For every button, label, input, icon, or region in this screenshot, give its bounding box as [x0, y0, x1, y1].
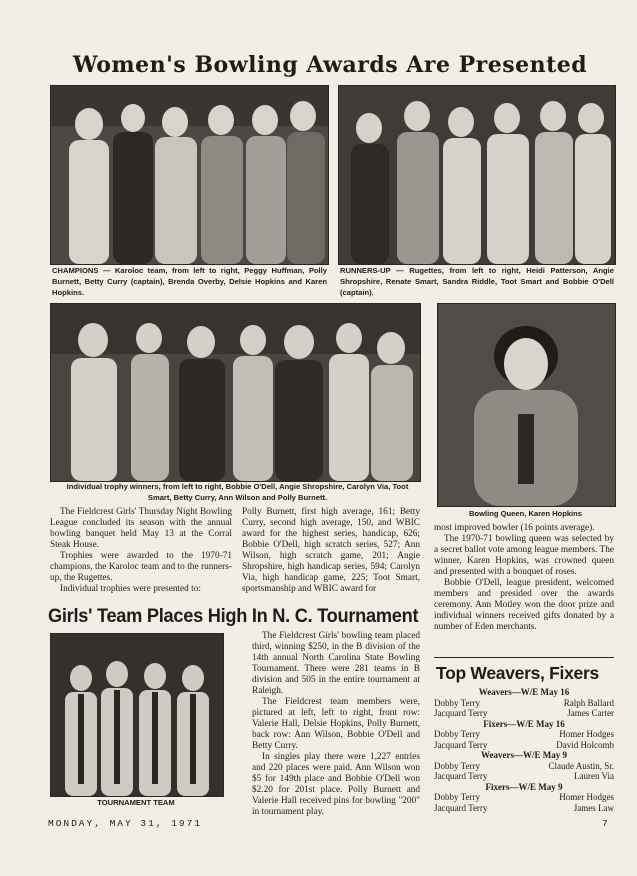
article1-paragraph: The Fieldcrest Girls' Thursday Night Bowling League concluded its season with the annual bowling banquet held May 13 at the Corral Steak House. — [50, 507, 232, 550]
individual-winners-photo — [50, 303, 421, 482]
schedule-group — [434, 719, 614, 751]
article2-paragraph: In singles play there were 1,227 entries and 220 places were paid. Ann Wilson won $5 for 149th place and Bobbie O'Dell won $2.20 for 201st place. Polly Burnett and Valerie Hall received pins for bowling "200" in tournament play. — [252, 752, 420, 817]
schedule-group — [434, 782, 614, 814]
article1-column-1 — [50, 507, 232, 595]
runners-up-caption: RUNNERS-UP — Rugettes, from left to right, Heidi Patterson, Angie Shropshire, Renate Smart, Sandra Riddle, Toot Smart and Bobbie O'Dell (captain). — [340, 266, 614, 297]
article1-paragraph: Bobbie O'Dell, league president, welcomed members and presided over the awards ceremony. Ann Motley won the door prize and individual winners received gifts donated by a number of Eden merchants. — [434, 578, 614, 632]
article1-paragraph: The 1970-71 bowling queen was selected by a secret ballot vote among league members. The winner, Karen Hopkins, was crowned queen and presented with a bouquet of roses. — [434, 534, 614, 577]
page-number: 7 — [602, 818, 608, 829]
schedule-row: Dobby Terry Homer Hodges — [434, 729, 614, 739]
schedule-row: Dobby Terry Homer Hodges — [434, 792, 614, 802]
tournament-caption: TOURNAMENT TEAM — [97, 798, 175, 807]
article2-paragraph: The Fieldcrest Girls' bowling team placed third, winning $250, in the B division of the 14th annual North Carolina State Bowling Tournament. There were 281 teams in B division and 505 in the entire tournament at Raleigh. — [252, 631, 420, 696]
article2-paragraph: The Fieldcrest team members were, pictured at left, left to right, front row: Valerie Hall, Delsie Hopkins, Polly Burnett, back row: Ann Wilson, Bobbie O'Dell and Betty Curry. — [252, 697, 420, 751]
weavers-list — [434, 687, 614, 813]
schedule-group — [434, 750, 614, 782]
schedule-group-title: Fixers—W/E May 9 — [485, 781, 563, 792]
article1-column-3 — [434, 523, 614, 633]
weavers-headline: Top Weavers, Fixers — [436, 663, 599, 683]
champions-photo — [50, 85, 329, 265]
queen-caption: Bowling Queen, Karen Hopkins — [468, 509, 583, 518]
runners-up-photo — [338, 85, 616, 265]
champions-caption: CHAMPIONS — Karoloc team, from left to right, Peggy Huffman, Polly Burnett, Betty Curry (captain), Brenda Overby, Delsie Hopkins and Karen Hopkins. — [52, 266, 327, 297]
page-headline: Women's Bowling Awards Are Presented — [72, 52, 588, 78]
bowling-queen-photo — [437, 303, 616, 507]
schedule-row: Jacquard Terry Lauren Via — [434, 771, 614, 781]
schedule-group-title: Weavers—W/E May 16 — [478, 687, 570, 697]
weavers-top-rule — [434, 657, 614, 658]
individual-caption: Individual trophy winners, from left to right, Bobbie O'Dell, Angie Shropshire, Carolyn Via, Toot Smart, Betty Curry, Ann Wilson and Polly Burnett. — [66, 482, 409, 502]
tournament-headline: Girls' Team Places High In N. C. Tournament — [48, 605, 419, 627]
tournament-team-photo — [50, 633, 224, 797]
schedule-row: Dobby Terry Ralph Ballard — [434, 697, 614, 708]
schedule-row: Jacquard Terry James Law — [434, 802, 614, 813]
article2-body — [252, 631, 420, 818]
article1-column-2 — [242, 507, 420, 595]
article1-paragraph: Polly Burnett, first high average, 161; Betty Curry, second high average, 150, and WBIC award for the highest series, handicap, 626; Bobbie O'Dell, high scratch series, 527; Ann Wilson, high scratch game, 201; Angie Shropshire, high handicap series, 594; Carolyn Via, high handicap game, 225; Toot Smart, sportsmanship and WBIC award for — [242, 507, 420, 594]
article1-paragraph: most improved bowler (16 points average). — [434, 523, 595, 533]
schedule-row: Dobby Terry Claude Austin, Sr. — [434, 760, 614, 771]
schedule-row: Jacquard Terry James Carter — [434, 708, 614, 718]
schedule-row: Jacquard Terry David Holcomb — [434, 739, 614, 750]
footer-date: MONDAY, MAY 31, 1971 — [48, 818, 203, 829]
article1-paragraph: Trophies were awarded to the 1970-71 champions, the Karoloc team and to the runners-up, the Rugettes. — [50, 551, 232, 583]
article1-paragraph: Individual trophies were presented to: — [60, 584, 201, 594]
schedule-group — [434, 687, 614, 719]
schedule-group-title: Weavers—W/E May 9 — [481, 750, 567, 760]
schedule-group-title: Fixers—W/E May 16 — [483, 718, 565, 729]
